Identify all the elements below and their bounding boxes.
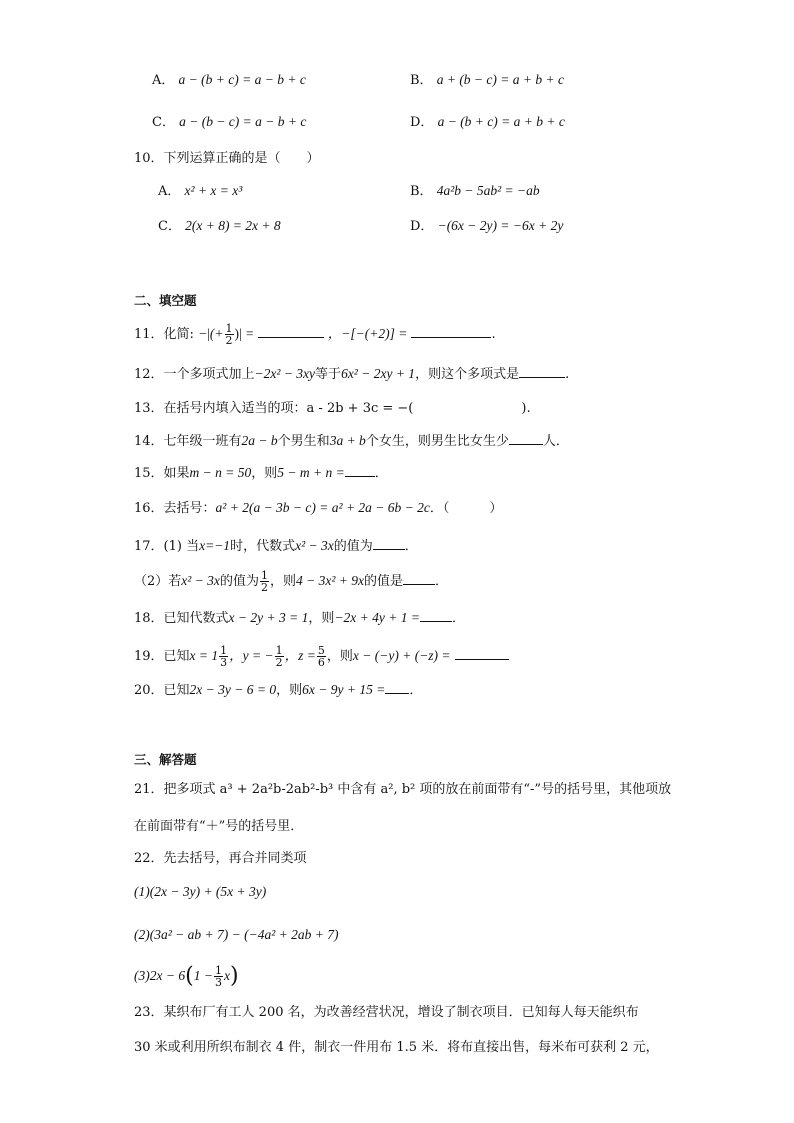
- q17-part2: [134, 568, 448, 594]
- question-text: 个女生，则男生比女生少: [365, 434, 509, 449]
- question-expression: m − n = 50: [189, 465, 252, 480]
- question-text: 的值是: [363, 574, 403, 589]
- question-text: 20．已知: [134, 683, 190, 698]
- answer-blank[interactable]: [455, 646, 509, 660]
- question-text: 17．(1) 当: [134, 539, 200, 554]
- question-expression: 2x − 3y − 6 = 0: [189, 682, 277, 697]
- minus-sign: −: [198, 326, 208, 341]
- fraction-one-third: [214, 965, 223, 988]
- question-expression: ，y = −: [229, 648, 274, 663]
- punctuation: 人．: [542, 434, 569, 449]
- option-letter: C．: [152, 115, 175, 130]
- q21-line2: 在前面带有“＋”号的括号里．: [134, 819, 304, 834]
- question-text: 14．七年级一班有: [134, 434, 242, 449]
- fraction-numerator: 1: [214, 964, 222, 977]
- q23-line2: 30 米或利用所织布制衣 4 件，制衣一件用布 1.5 米．将布直接出售，每米布可获利 2 元，: [134, 1040, 659, 1055]
- punctuation: ）: [489, 501, 503, 516]
- question-text: ，则: [326, 649, 353, 664]
- question-text: 11．化简:: [134, 327, 194, 342]
- answer-blank[interactable]: [403, 571, 435, 585]
- question-expression: x=−1: [199, 538, 231, 553]
- question-text: ．（: [429, 501, 450, 516]
- question-text: 18．已知代数式: [134, 611, 229, 626]
- plus-sign: (+: [209, 326, 224, 341]
- fraction-one-third: [219, 645, 228, 668]
- punctuation: ．: [435, 574, 449, 589]
- question-expression: x² − 3x: [295, 538, 334, 553]
- answer-blank[interactable]: [519, 364, 565, 378]
- q10-stem: 10．下列运算正确的是（ ）: [134, 151, 320, 166]
- q22-part1: (1)(2x − 3y) + (5x + 3y): [134, 884, 267, 899]
- equals-sign: =: [245, 326, 254, 341]
- question-expression: x² − 3x: [181, 573, 220, 588]
- fraction-one-half: [275, 645, 284, 668]
- question-text: 个男生和: [277, 434, 330, 449]
- question-expression: 4 − 3x² + 9x: [295, 573, 364, 588]
- punctuation: ．: [409, 683, 423, 698]
- answer-blank[interactable]: [345, 463, 375, 477]
- q20: [134, 680, 422, 700]
- abs-bar-left: |: [207, 326, 210, 341]
- question-text: 12．一个多项式加上: [134, 367, 255, 382]
- fraction-one-half: $\frac{1}{2}$: [260, 569, 268, 594]
- question-text: ，则: [251, 466, 278, 481]
- section-title-solve: 三、解答题: [134, 752, 197, 767]
- punctuation: ．: [404, 539, 418, 554]
- option-expression: 2(x + 8) = 2x + 8: [185, 218, 281, 233]
- q10-option-a: [158, 182, 242, 201]
- fraction-numerator: 1: [225, 322, 233, 335]
- q10-option-d: [410, 217, 563, 236]
- question-text: （2）若: [134, 574, 182, 589]
- q9-option-d: [410, 113, 565, 132]
- option-letter: D．: [410, 115, 434, 130]
- question-text: 的值为: [333, 539, 373, 554]
- question-expression: a² + 2(a − 3b − c) = a² + 2a − 6b − 2c: [215, 500, 430, 515]
- option-expression: a − (b + c) = a − b + c: [178, 72, 306, 87]
- q10-option-c: [158, 217, 281, 236]
- question-text: ，则这个多项式是: [415, 367, 520, 382]
- q11: [134, 322, 496, 346]
- question-expression: ，−[−(+2)] =: [327, 326, 408, 341]
- question-text: 16．去括号：: [134, 501, 216, 516]
- left-paren: (: [185, 963, 194, 989]
- option-expression: x² + x = x³: [184, 183, 243, 198]
- question-expression: x − 2y + 3 = 1: [228, 610, 309, 625]
- answer-blank[interactable]: [373, 536, 405, 550]
- option-letter: A．: [152, 73, 175, 88]
- q17-part1: [134, 536, 418, 556]
- abs-bar-right: )|: [234, 326, 242, 341]
- option-letter: C．: [158, 219, 181, 234]
- q12: [134, 364, 569, 384]
- question-expression: 1 −: [193, 968, 213, 983]
- answer-blank[interactable]: [258, 324, 324, 338]
- q21-line1: 21．把多项式 a³ + 2a²b-2ab²-b³ 中含有 a², b² 项的放在前面带有“-”号的括号里，其他项放: [134, 782, 672, 797]
- q18: [134, 608, 465, 628]
- q9-option-c: [152, 113, 306, 132]
- option-expression: a − (b − c) = a − b + c: [179, 114, 307, 129]
- option-expression: a − (b + c) = a + b + c: [437, 114, 565, 129]
- fraction-denominator: 2: [275, 656, 283, 669]
- q23-line1: 23．某织布厂有工人 200 名，为改善经营状况，增设了制衣项目．已知每人每天能织布: [134, 1005, 639, 1020]
- answer-blank[interactable]: [420, 608, 452, 622]
- question-expression: ，z =: [284, 648, 316, 663]
- option-expression: −(6x − 2y) = −6x + 2y: [437, 218, 564, 233]
- question-text: 15．如果: [134, 466, 190, 481]
- q10-option-b: [410, 182, 540, 201]
- x-label: x = 1: [189, 648, 219, 663]
- fraction-one-half: [225, 323, 234, 346]
- fraction-numerator: 5: [317, 644, 325, 657]
- answer-blank[interactable]: [509, 431, 543, 445]
- question-expression: x: [223, 968, 230, 983]
- q9-option-b: [410, 71, 564, 90]
- option-letter: B．: [410, 184, 433, 199]
- question-text: 13．在括号内填入适当的项：a - 2b + 3c = −(: [134, 401, 414, 416]
- question-expression: x − (−y) + (−z) =: [352, 648, 451, 663]
- question-expression: 6x² − 2xy + 1: [341, 366, 416, 381]
- fraction-denominator: 3: [214, 976, 222, 989]
- question-expression: 3a + b: [329, 433, 366, 448]
- question-text: ，则: [308, 611, 335, 626]
- question-text: 的值为: [219, 574, 259, 589]
- answer-blank[interactable]: [385, 680, 409, 694]
- fraction-five-sixths: [317, 645, 326, 668]
- punctuation: ．: [451, 611, 465, 626]
- option-expression: 4a²b − 5ab² = −ab: [436, 183, 540, 198]
- right-paren: ): [229, 963, 239, 989]
- question-text: ，则: [269, 574, 296, 589]
- q22-part2: (2)(3a² − ab + 7) − (−4a² + 2ab + 7): [134, 927, 339, 942]
- option-letter: B．: [410, 73, 433, 88]
- fraction-numerator: 1: [275, 644, 283, 657]
- section-title-fill-in: 二、填空题: [134, 293, 197, 308]
- q13: [134, 400, 531, 418]
- option-letter: D．: [410, 219, 434, 234]
- fraction-numerator: 1: [220, 644, 228, 657]
- fraction-denominator: 3: [220, 656, 228, 669]
- q16: [134, 499, 502, 518]
- question-text: 19．已知: [134, 649, 190, 664]
- question-text: 等于: [315, 367, 342, 382]
- q14: [134, 431, 569, 451]
- question-text: 时，代数式: [230, 539, 296, 554]
- question-text: ，则: [276, 683, 303, 698]
- q15: [134, 463, 388, 483]
- q19: [134, 642, 509, 670]
- answer-blank[interactable]: [411, 324, 491, 338]
- fraction-denominator: 2: [225, 334, 233, 347]
- q22-part3: [134, 962, 239, 990]
- question-expression: 6x − 9y + 15 =: [302, 682, 386, 697]
- punctuation: ).: [521, 401, 531, 416]
- question-expression: −2x² − 3xy: [254, 366, 316, 381]
- fraction-denominator: 6: [317, 656, 325, 669]
- option-expression: a + (b − c) = a + b + c: [436, 72, 564, 87]
- punctuation: .: [491, 327, 496, 342]
- question-expression: 5 − m + n =: [277, 465, 345, 480]
- punctuation: .: [565, 367, 570, 382]
- question-expression: 2a − b: [241, 433, 278, 448]
- question-expression: −2x + 4y + 1 =: [334, 610, 420, 625]
- q9-option-a: [152, 71, 306, 90]
- punctuation: ．: [374, 466, 388, 481]
- option-letter: A．: [158, 184, 181, 199]
- question-expression: (3)2x − 6: [134, 968, 186, 983]
- q22-stem: 22．先去括号，再合并同类项: [134, 851, 307, 866]
